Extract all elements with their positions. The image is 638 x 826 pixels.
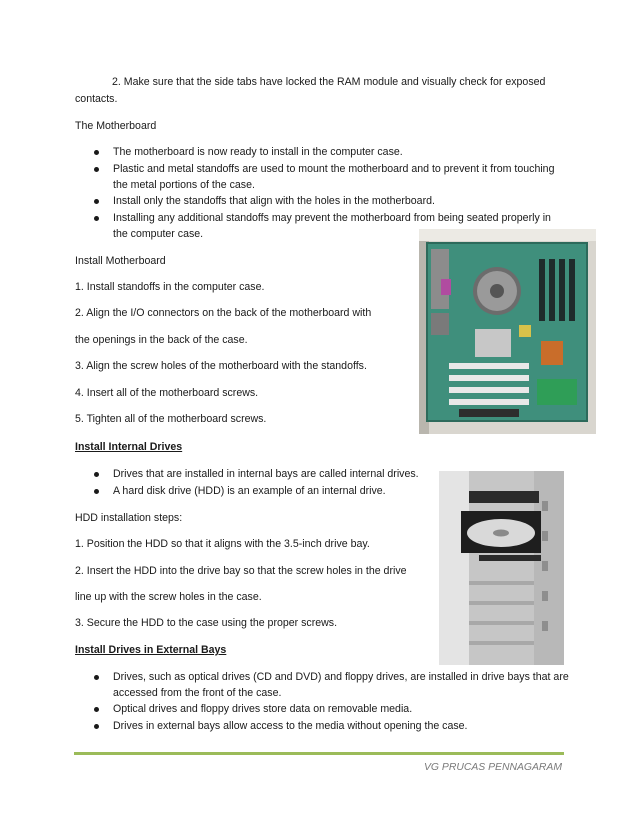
step-line: 1. Install standoffs in the computer case. [75, 281, 265, 293]
step-line: line up with the screw holes in the case. [75, 591, 262, 603]
hdd-steps-heading: HDD installation steps: [75, 512, 183, 524]
motherboard-photo [419, 229, 596, 434]
list-item: Plastic and metal standoffs are used to mount the motherboard and to prevent it from touching [113, 163, 555, 175]
step-line: 4. Insert all of the motherboard screws. [75, 387, 259, 399]
bullet-dot [94, 199, 99, 204]
bullet-dot [94, 675, 99, 680]
step-line: the openings in the back of the case. [75, 334, 248, 346]
list-item: Drives in external bays allow access to the media without opening the case. [113, 720, 468, 732]
bullet-dot [94, 216, 99, 221]
list-item: The motherboard is now ready to install in the computer case. [113, 146, 403, 158]
bullet-dot [94, 489, 99, 494]
step-line: 5. Tighten all of the motherboard screws. [75, 413, 267, 425]
optical-drive-photo [439, 471, 564, 665]
list-item: Optical drives and floppy drives store data on removable media. [113, 703, 413, 715]
bullet-dot [94, 724, 99, 729]
list-item-continuation: the computer case. [113, 228, 204, 240]
list-item: Drives, such as optical drives (CD and DVD) and floppy drives, are installed in drive bays that are [113, 671, 569, 683]
install-motherboard-heading: Install Motherboard [75, 255, 166, 267]
step-line: 2. Insert the HDD into the drive bay so that the screw holes in the drive [75, 565, 407, 577]
list-item: Installing any additional standoffs may prevent the motherboard from being seated properly in [113, 212, 551, 224]
intro-line-2: contacts. [75, 93, 118, 105]
list-item-continuation: accessed from the front of the case. [113, 687, 282, 699]
list-item: Install only the standoffs that align with the holes in the motherboard. [113, 195, 435, 207]
list-item: Drives that are installed in internal bays are called internal drives. [113, 468, 419, 480]
step-line: 3. Secure the HDD to the case using the proper screws. [75, 617, 338, 629]
footer-text: VG PRUCAS PENNAGARAM [424, 762, 562, 773]
list-item-continuation: the metal portions of the case. [113, 179, 255, 191]
motherboard-heading: The Motherboard [75, 120, 157, 132]
external-drives-heading: Install Drives in External Bays [75, 644, 227, 656]
bullet-dot [94, 707, 99, 712]
intro-line-1: 2. Make sure that the side tabs have locked the RAM module and visually check for exposed [112, 76, 546, 88]
bullet-dot [94, 150, 99, 155]
bullet-dot [94, 472, 99, 477]
step-line: 3. Align the screw holes of the motherboard with the standoffs. [75, 360, 367, 372]
step-line: 2. Align the I/O connectors on the back of the motherboard with [75, 307, 372, 319]
list-item: A hard disk drive (HDD) is an example of an internal drive. [113, 485, 386, 497]
footer-rule [74, 752, 564, 755]
internal-drives-heading: Install Internal Drives [75, 441, 183, 453]
step-line: 1. Position the HDD so that it aligns with the 3.5-inch drive bay. [75, 538, 370, 550]
bullet-dot [94, 167, 99, 172]
